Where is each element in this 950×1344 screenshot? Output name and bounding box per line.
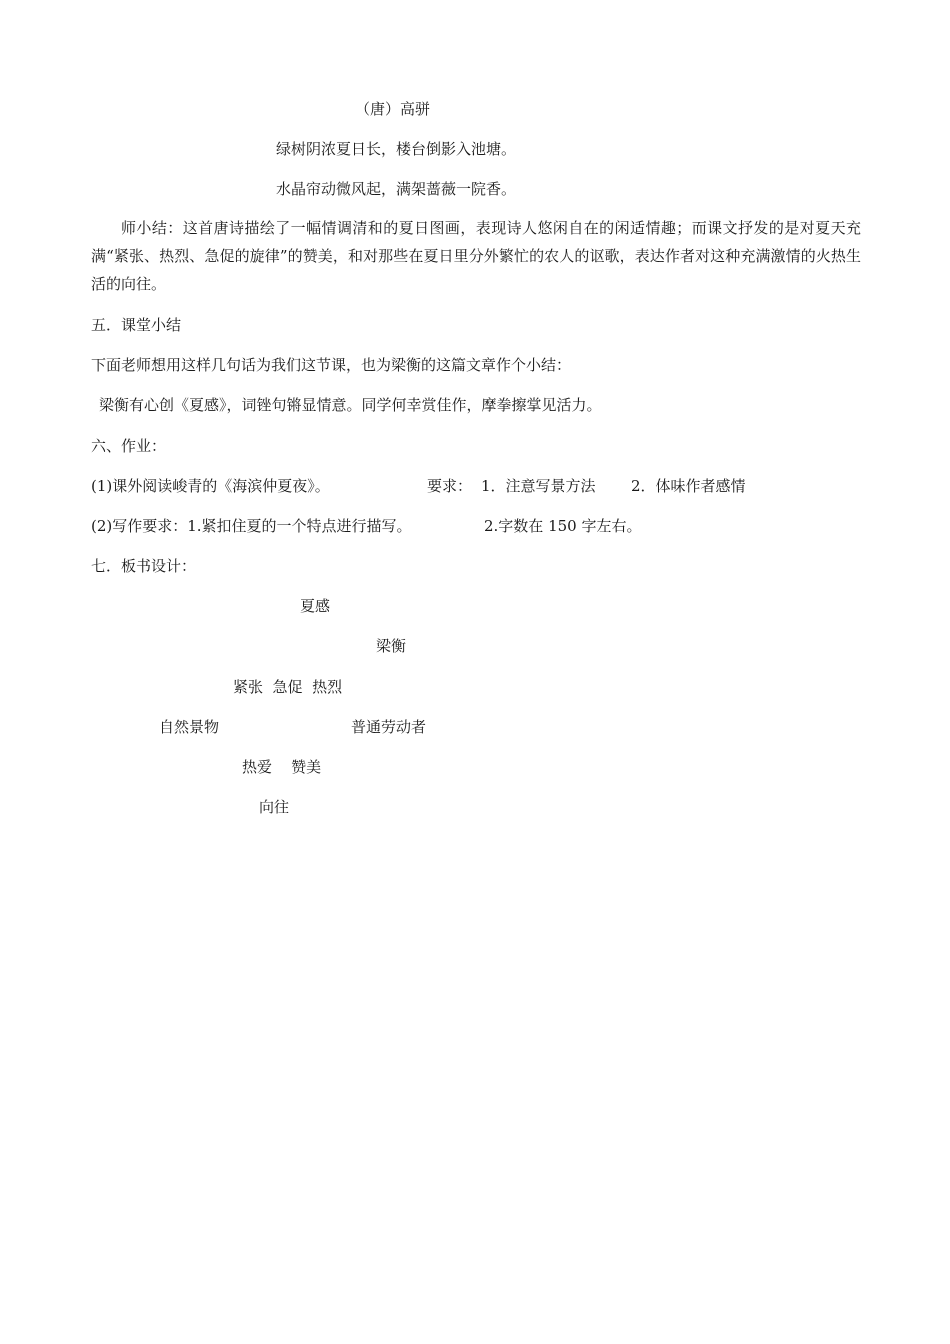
section7-heading: 七．板书设计： <box>91 557 197 575</box>
homework-task-1: (1)课外阅读峻青的《海滨仲夏夜》。 <box>91 477 330 495</box>
section6-heading: 六、作业： <box>91 437 167 455</box>
section5-intro: 下面老师想用这样几句话为我们这节课，也为梁衡的这篇文章作个小结： <box>91 356 572 374</box>
poem-line-1: 绿树阴浓夏日长，楼台倒影入池塘。 <box>276 140 517 158</box>
poem-line-2: 水晶帘动微风起，满架蔷薇一院香。 <box>276 180 517 198</box>
board-right: 普通劳动者 <box>351 718 427 736</box>
board-left: 自然景物 <box>159 718 220 736</box>
homework-task-1-requirement-label: 要求： <box>427 477 473 495</box>
board-title: 夏感 <box>300 597 331 615</box>
board-traits: 紧张 急促 热烈 <box>233 678 343 696</box>
poem-author: （唐）高骈 <box>355 100 431 118</box>
homework-task-1-requirement-1: 1．注意写景方法 <box>481 477 596 495</box>
homework-task-1-requirement-2: 2．体味作者感情 <box>631 477 746 495</box>
board-author: 梁衡 <box>376 637 407 655</box>
section5-verse: 梁衡有心创《夏感》，词锉句锵显情意。同学何幸赏佳作，摩拳擦掌见活力。 <box>99 396 602 414</box>
section5-heading: 五．课堂小结 <box>91 316 182 334</box>
teacher-summary: 师小结：这首唐诗描绘了一幅情调清和的夏日图画，表现诗人悠闲自在的闲适情趣；而课文抒发的是对夏天充满“紧张、热烈、急促的旋律”的赞美，和对那些在夏日里分外繁忙的农人的讴歌，表达作者对这种充满激情的火热生活的向往。 <box>91 219 861 293</box>
board-bottom: 向往 <box>259 798 290 816</box>
board-emotion: 热爱 赞美 <box>242 758 322 776</box>
homework-task-2-requirement-2: 2.字数在 150 字左右。 <box>484 517 642 535</box>
homework-task-2: (2)写作要求：1.紧扣住夏的一个特点进行描写。 <box>91 517 412 535</box>
